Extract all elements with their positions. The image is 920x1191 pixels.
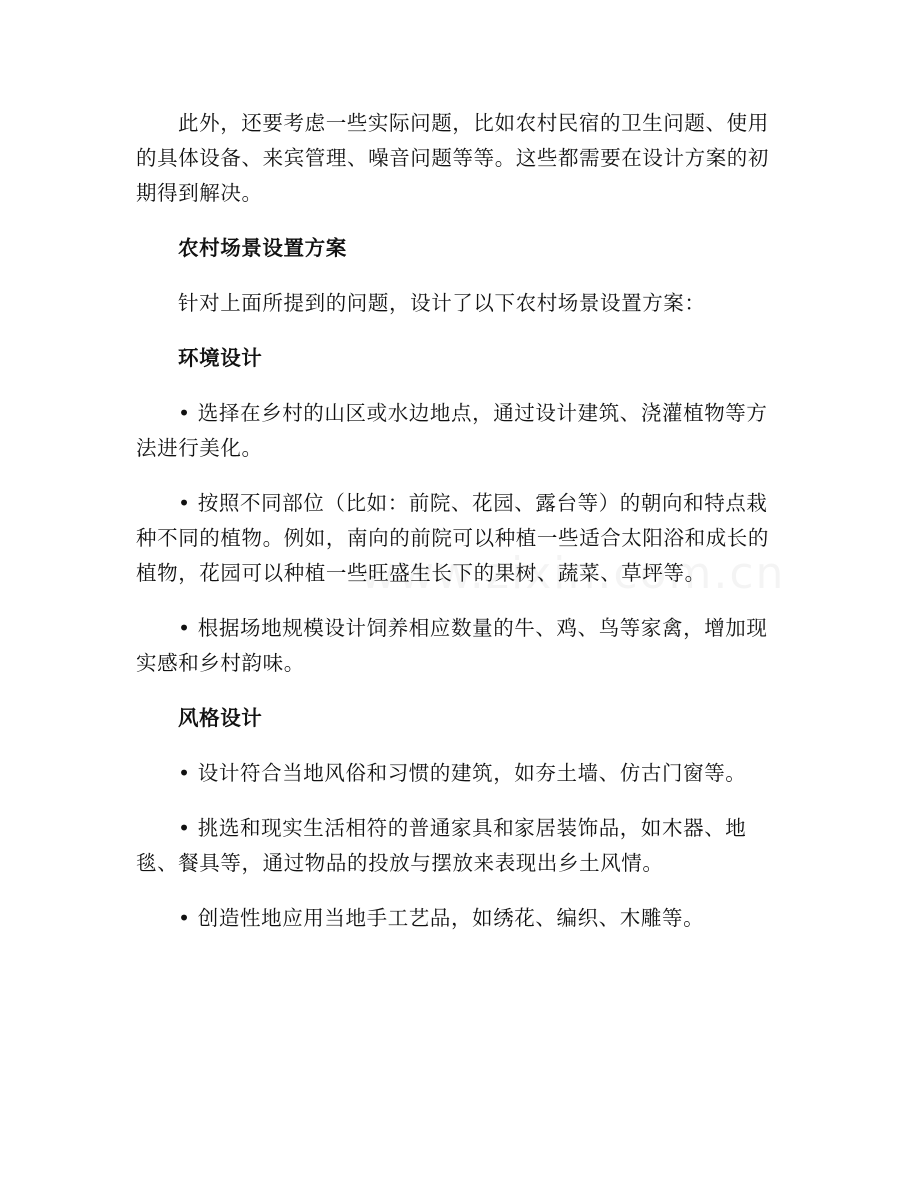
- list-item: • 选择在乡村的山区或水边地点，通过设计建筑、浇灌植物等方法进行美化。: [136, 401, 768, 460]
- intro-paragraph: 此外，还要考虑一些实际问题，比如农村民宿的卫生问题、使用的具体设备、来宾管理、噪音问题等等。这些都需要在设计方案的初期得到解决。: [136, 111, 769, 205]
- heading-scene-plan: 农村场景设置方案: [178, 236, 347, 260]
- list-item: • 按照不同部位（比如：前院、花园、露台等）的朝向和特点栽种不同的植物。例如，南向的前院可以种植一些适合太阳浴和成长的植物，花园可以种植一些旺盛生长下的果树、蔬菜、草坪等。: [136, 491, 769, 585]
- document-body: [136, 106, 780, 936]
- heading-style: 风格设计: [178, 706, 263, 730]
- list-item: • 根据场地规模设计饲养相应数量的牛、鸡、鸟等家禽，增加现实感和乡村韵味。: [136, 616, 768, 675]
- heading-environment: 环境设计: [178, 346, 263, 370]
- plan-intro-paragraph: 针对上面所提到的问题，设计了以下农村场景设置方案：: [178, 291, 706, 315]
- list-item: • 设计符合当地风俗和习惯的建筑，如夯土墙、仿古门窗等。: [178, 761, 747, 785]
- list-item: • 挑选和现实生活相符的普通家具和家居装饰品，如木器、地毯、餐具等，通过物品的投放与摆放来表现出乡土风情。: [136, 816, 747, 875]
- list-item: • 创造性地应用当地手工艺品，如绣花、编织、木雕等。: [178, 906, 705, 930]
